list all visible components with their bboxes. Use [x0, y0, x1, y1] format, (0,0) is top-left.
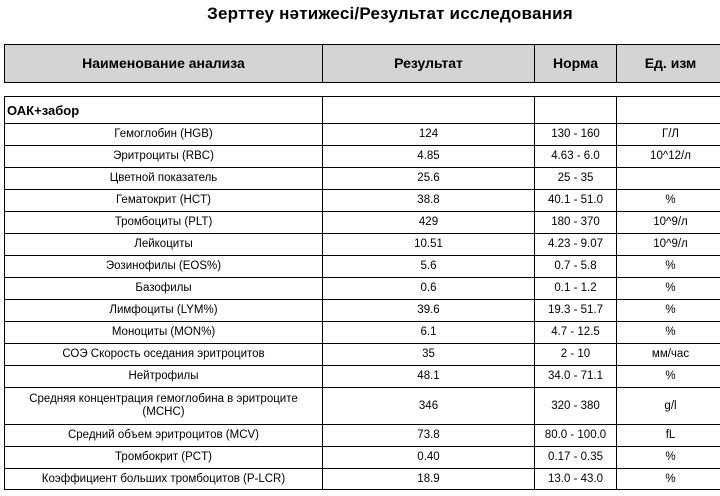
test-result: 0.6	[323, 278, 535, 300]
test-norm: 25 - 35	[535, 168, 617, 190]
table-row	[5, 212, 720, 234]
table-header-row	[5, 45, 720, 83]
test-result: 39.6	[323, 300, 535, 322]
test-result: 48.1	[323, 366, 535, 388]
test-unit: %	[617, 469, 720, 490]
test-unit	[617, 168, 720, 190]
test-name: СОЭ Скорость оседания эритроцитов	[5, 344, 323, 366]
test-result: 346	[323, 388, 535, 425]
test-name: Коэффициент больших тромбоцитов (P-LCR)	[5, 469, 323, 490]
test-norm: 4.23 - 9.07	[535, 234, 617, 256]
test-norm: 0.1 - 1.2	[535, 278, 617, 300]
section-title: ОАК+забор	[5, 97, 323, 124]
test-norm: 13.0 - 43.0	[535, 469, 617, 490]
test-norm: 0.17 - 0.35	[535, 447, 617, 469]
header-norm: Норма	[535, 45, 617, 83]
test-unit: %	[617, 278, 720, 300]
test-name: Нейтрофилы	[5, 366, 323, 388]
table-row	[5, 469, 720, 490]
test-name: Тромбоциты (PLT)	[5, 212, 323, 234]
test-norm: 80.0 - 100.0	[535, 425, 617, 447]
table-row	[5, 234, 720, 256]
test-result: 0.40	[323, 447, 535, 469]
table-row	[5, 124, 720, 146]
test-name: Эозинофилы (EOS%)	[5, 256, 323, 278]
results-table	[4, 44, 720, 490]
test-result: 124	[323, 124, 535, 146]
test-unit: 10^12/л	[617, 146, 720, 168]
test-unit: g/l	[617, 388, 720, 425]
table-spacer	[5, 83, 720, 97]
test-result: 18.9	[323, 469, 535, 490]
header-unit: Ед. изм	[617, 45, 720, 83]
test-name: Средняя концентрация гемоглобина в эритроците (MCHC)	[5, 388, 323, 425]
test-result: 73.8	[323, 425, 535, 447]
test-name: Цветной показатель	[5, 168, 323, 190]
test-unit: 10^9/л	[617, 212, 720, 234]
table-row	[5, 366, 720, 388]
test-name: Тромбокрит (PCT)	[5, 447, 323, 469]
test-unit: %	[617, 256, 720, 278]
test-unit: %	[617, 447, 720, 469]
test-unit: %	[617, 300, 720, 322]
table-row	[5, 344, 720, 366]
table-row	[5, 168, 720, 190]
test-result: 5.6	[323, 256, 535, 278]
header-name: Наименование анализа	[5, 45, 323, 83]
test-norm: 4.7 - 12.5	[535, 322, 617, 344]
test-result: 429	[323, 212, 535, 234]
test-result: 6.1	[323, 322, 535, 344]
section-row	[5, 97, 720, 124]
test-name: Эритроциты (RBC)	[5, 146, 323, 168]
table-row	[5, 146, 720, 168]
test-name: Базофилы	[5, 278, 323, 300]
test-result: 38.8	[323, 190, 535, 212]
test-norm: 34.0 - 71.1	[535, 366, 617, 388]
test-unit: мм/час	[617, 344, 720, 366]
table-row	[5, 447, 720, 469]
table-row	[5, 256, 720, 278]
test-name: Гемоглобин (HGB)	[5, 124, 323, 146]
test-norm: 0.7 - 5.8	[535, 256, 617, 278]
test-norm: 40.1 - 51.0	[535, 190, 617, 212]
test-unit: 10^9/л	[617, 234, 720, 256]
header-result: Результат	[323, 45, 535, 83]
table-row	[5, 425, 720, 447]
test-result: 4.85	[323, 146, 535, 168]
test-norm: 130 - 160	[535, 124, 617, 146]
table-row	[5, 322, 720, 344]
table-row	[5, 190, 720, 212]
test-result: 10.51	[323, 234, 535, 256]
test-unit: %	[617, 366, 720, 388]
test-unit: %	[617, 190, 720, 212]
table-row	[5, 388, 720, 425]
test-unit: fL	[617, 425, 720, 447]
test-norm: 19.3 - 51.7	[535, 300, 617, 322]
test-name: Лимфоциты (LYM%)	[5, 300, 323, 322]
table-row	[5, 278, 720, 300]
test-norm: 320 - 380	[535, 388, 617, 425]
test-unit: %	[617, 322, 720, 344]
table-row	[5, 300, 720, 322]
test-norm: 180 - 370	[535, 212, 617, 234]
test-norm: 2 - 10	[535, 344, 617, 366]
test-name: Средний объем эритроцитов (MCV)	[5, 425, 323, 447]
test-unit: Г/Л	[617, 124, 720, 146]
test-name: Лейкоциты	[5, 234, 323, 256]
test-result: 25.6	[323, 168, 535, 190]
test-norm: 4.63 - 6.0	[535, 146, 617, 168]
test-name: Гематокрит (HCT)	[5, 190, 323, 212]
test-name: Моноциты (MON%)	[5, 322, 323, 344]
test-result: 35	[323, 344, 535, 366]
page-title: Зерттеу нәтижесі/Результат исследования	[207, 4, 573, 23]
